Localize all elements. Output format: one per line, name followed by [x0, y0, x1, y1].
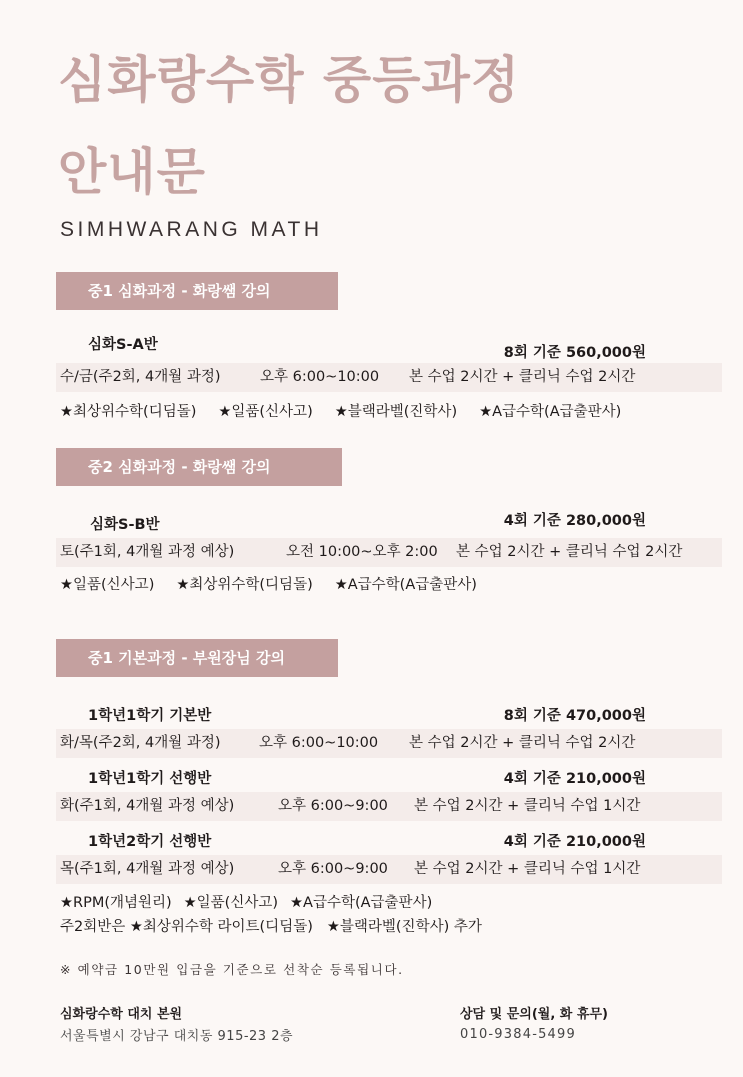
class-price: 4회 기준 280,000원 [503, 513, 646, 529]
textbook-item: ★A급수학(A급출판사) [334, 577, 477, 593]
contact-phone: 010-9384-5499 [460, 1027, 576, 1042]
textbook-item: ★블랙라벨(진학사) [334, 404, 458, 420]
class-price: 8회 기준 470,000원 [503, 708, 646, 724]
class-schedule [60, 792, 640, 821]
schedule-days: 화(주1회, 4개월 과정 예상) [60, 798, 235, 814]
class-name: 1학년2학기 선행반 [88, 834, 212, 850]
textbook-item: ★일품(신사고) [183, 895, 279, 911]
page-title-line2: 안내문 [58, 143, 206, 201]
schedule-days: 목(주1회, 4개월 과정 예상) [60, 861, 235, 877]
schedule-hours: 본 수업 2시간 + 클리닉 수업 1시간 [414, 798, 641, 814]
textbook-item: ★RPM(개념원리) [60, 895, 172, 911]
schedule-days: 화/목(주2회, 4개월 과정) [60, 735, 221, 751]
class-price: 8회 기준 560,000원 [503, 345, 646, 361]
branch-address: 서울특별시 강남구 대치동 915-23 2층 [60, 1029, 294, 1044]
textbook-item: ★A급수학(A급출판사) [479, 404, 622, 420]
section-header-m2-advanced: 중2 심화과정 - 화랑쌤 강의 [56, 448, 342, 486]
schedule-hours: 본 수업 2시간 + 클리닉 수업 2시간 [409, 369, 636, 385]
class-name: 1학년1학기 선행반 [88, 771, 212, 787]
class-schedule [60, 538, 682, 567]
textbook-item: ★A급수학(A급출판사) [290, 895, 433, 911]
schedule-time: 오후 6:00~9:00 [278, 798, 388, 814]
page-title-line1: 심화랑수학 중등과정 [58, 51, 521, 109]
class-schedule [60, 363, 635, 392]
class-name: 심화S-A반 [88, 337, 158, 353]
branch-name: 심화랑수학 대치 본원 [60, 1007, 183, 1022]
page-subtitle: SIMHWARANG MATH [60, 218, 323, 241]
section-header-m1-advanced: 중1 심화과정 - 화랑쌤 강의 [56, 272, 338, 310]
deposit-note: ※ 예약금 10만원 입금을 기준으로 선착순 등록됩니다. [60, 962, 404, 977]
textbook-item: ★최상위수학(디딤돌) [60, 404, 197, 420]
class-name: 심화S-B반 [90, 517, 160, 533]
class-schedule [60, 855, 640, 884]
schedule-hours: 본 수업 2시간 + 클리닉 수업 1시간 [414, 861, 641, 877]
textbook-list [60, 573, 499, 594]
schedule-hours: 본 수업 2시간 + 클리닉 수업 2시간 [409, 735, 636, 751]
class-schedule [60, 729, 635, 758]
class-price: 4회 기준 210,000원 [503, 834, 646, 850]
textbook-item: ★일품(신사고) [60, 577, 155, 593]
textbook-item: ★일품(신사고) [218, 404, 313, 420]
class-price: 4회 기준 210,000원 [503, 771, 646, 787]
schedule-time: 오전 10:00~오후 2:00 [286, 544, 438, 560]
textbook-item: ★최상위수학(디딤돌) [176, 577, 313, 593]
textbook-list [60, 400, 643, 421]
schedule-time: 오후 6:00~10:00 [259, 735, 379, 751]
contact-label: 상담 및 문의(월, 화 휴무) [460, 1007, 608, 1022]
schedule-days: 수/금(주2회, 4개월 과정) [60, 369, 221, 385]
textbook-list [60, 891, 454, 912]
schedule-days: 토(주1회, 4개월 과정 예상) [60, 544, 235, 560]
section-header-m1-basic: 중1 기본과정 - 부원장님 강의 [56, 639, 338, 677]
textbook-extra-item: ★블랙라벨(진학사) 추가 [326, 919, 482, 935]
class-name: 1학년1학기 기본반 [88, 708, 212, 724]
schedule-time: 오후 6:00~10:00 [260, 369, 380, 385]
schedule-hours: 본 수업 2시간 + 클리닉 수업 2시간 [456, 544, 683, 560]
schedule-time: 오후 6:00~9:00 [278, 861, 388, 877]
textbook-list-extra [60, 915, 504, 936]
textbook-extra-item: 주2회반은 ★최상위수학 라이트(디딤돌) [60, 919, 313, 935]
